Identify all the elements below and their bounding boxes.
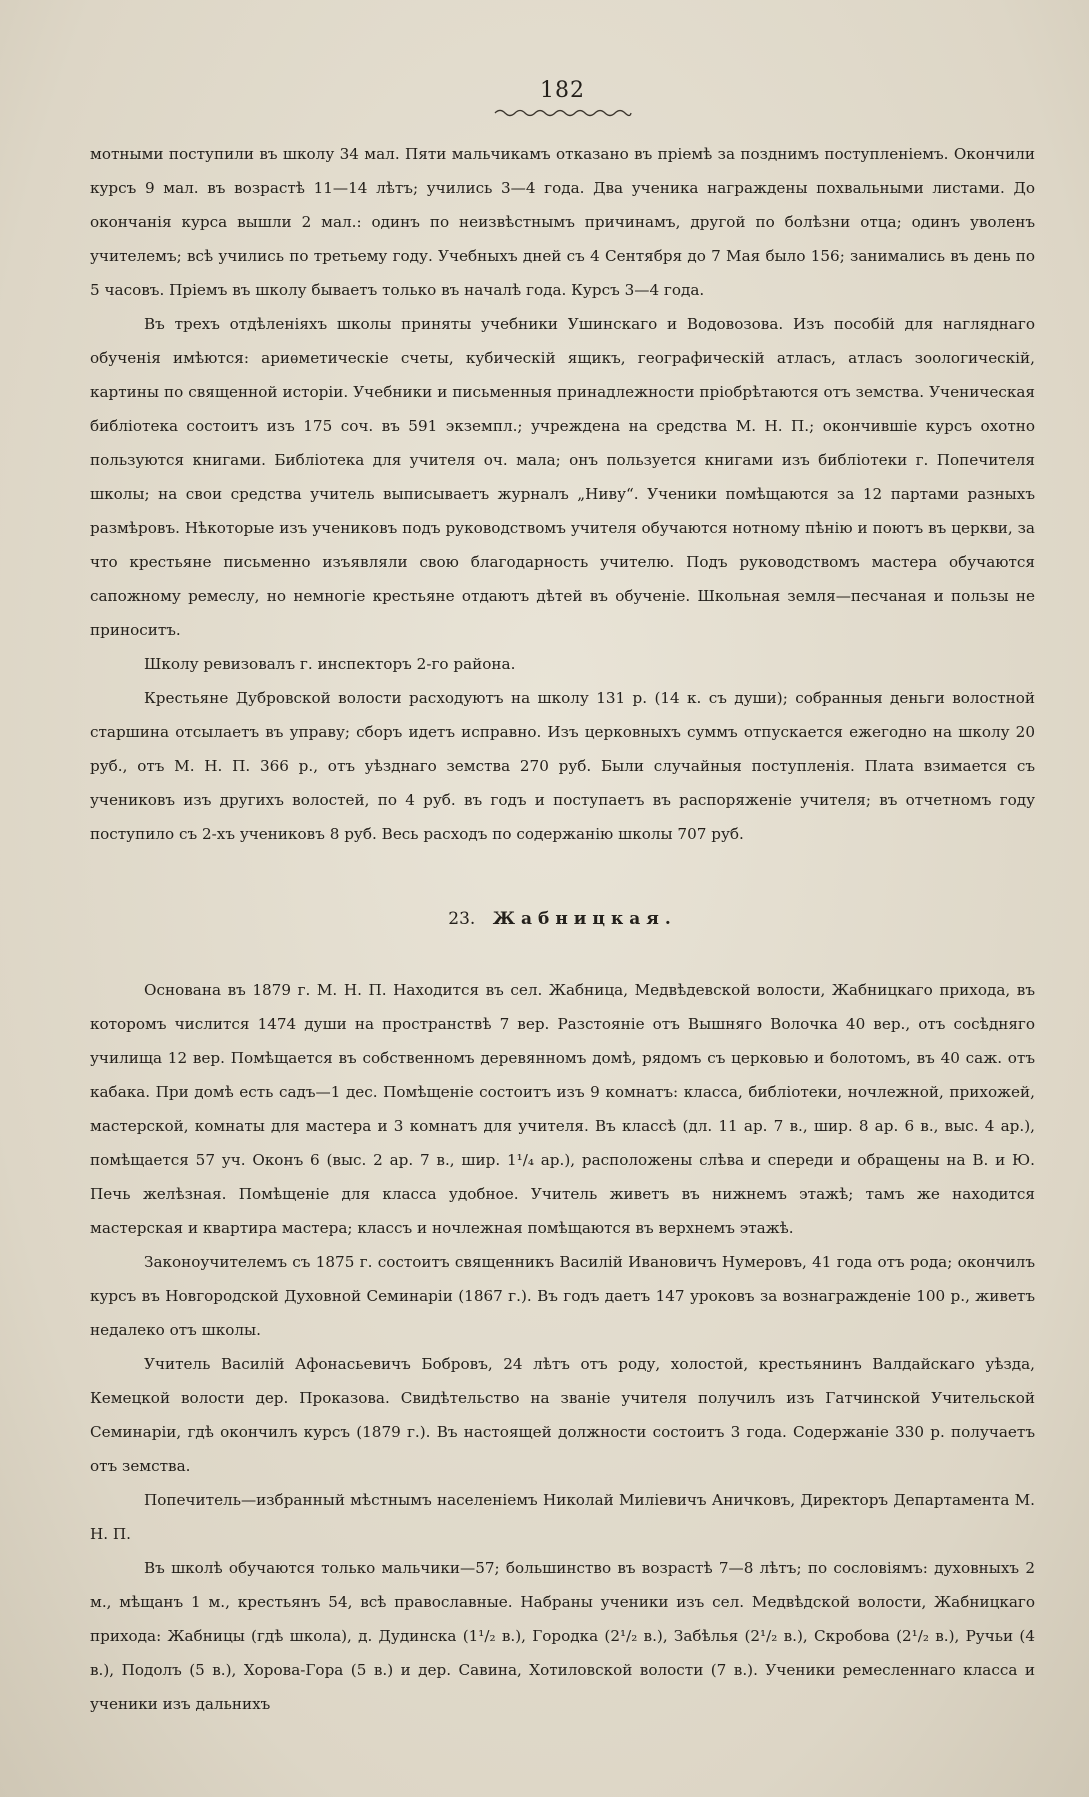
wavy-ornament — [493, 107, 633, 119]
page-number: 182 — [540, 78, 585, 103]
paragraph: Въ школѣ обучаются только мальчики—57; большинство въ возрастѣ 7—8 лѣтъ; по сословіямъ: духовныхъ 2 м., мѣщанъ 1 м., крестьянъ 54, всѣ православные. Набраны ученики изъ сел. Медвѣдской волости, Жабницкаго прихода: Жабницы (гдѣ школа), д. Дудинска (1¹/₂ в.), Городка (2¹/₂ в.), Забѣлья (2¹/₂ в.), Скробова (2¹/₂ в.), Ручьи (4 в.), Подолъ (5 в.), Хорова-Гора (5 в.) и дер. Савина, Хотиловской волости (7 в.). Ученики ремесленнаго класса и ученики изъ дальнихъ — [90, 1559, 1035, 1713]
paragraph: Законоучителемъ съ 1875 г. состоитъ священникъ Василій Ивановичъ Нумеровъ, 41 года отъ рода; окончилъ курсъ въ Новгородской Духовной Семинаріи (1867 г.). Въ годъ даетъ 147 уроковъ за вознагражденіе 100 р., живетъ недалеко отъ школы. — [90, 1253, 1035, 1339]
paragraph: Въ трехъ отдѣленіяхъ школы приняты учебники Ушинскаго и Водовозова. Изъ пособій для нагляднаго обученія имѣются: ариѳметическіе счеты, кубическій ящикъ, географическій атласъ, атласъ зоологическій, картины по священной исторіи. Учебники и письменныя принадлежности пріобрѣтаются отъ земства. Ученическая библіотека состоитъ изъ 175 соч. въ 591 экземпл.; учреждена на средства М. Н. П.; окончившіе курсъ охотно пользуются книгами. Библіотека для учителя оч. мала; онъ пользуется книгами изъ библіотеки г. Попечителя школы; на свои средства учитель выписываетъ журналъ „Ниву“. Ученики помѣщаются за 12 партами разныхъ размѣровъ. Нѣкоторые изъ учениковъ подъ руководствомъ учителя обучаются нотному пѣнію и поютъ въ церкви, за что крестьяне письменно изъявляли свою благодарность учителю. Подъ руководствомъ мастера обучаются сапожному ремеслу, но немногіе крестьяне отдаютъ дѣтей въ обученіе. Школьная земля—песчаная и пользы не приноситъ. — [90, 315, 1035, 639]
paragraph: мотными поступили въ школу 34 мал. Пяти мальчикамъ отказано въ пріемѣ за позднимъ поступленіемъ. Окончили курсъ 9 мал. въ возрастѣ 11—14 лѣтъ; учились 3—4 года. Два ученика награждены похвальными листами. До окончанія курса вышли 2 мал.: одинъ по неизвѣстнымъ причинамъ, другой по болѣзни отца; одинъ уволенъ учителемъ; всѣ учились по третьему году. Учебныхъ дней съ 4 Сентября до 7 Мая было 156; занимались въ день по 5 часовъ. Пріемъ въ школу бываетъ только въ началѣ года. Курсъ 3—4 года. — [90, 145, 1035, 299]
section-number: 23. — [448, 909, 476, 929]
paragraph: Попечитель—избранный мѣстнымъ населеніемъ Николай Милiевичъ Аничковъ, Директоръ Департамента М. Н. П. — [90, 1491, 1035, 1543]
paragraph: Крестьяне Дубровской волости расходуютъ на школу 131 р. (14 к. съ души); собранныя деньги волостной старшина отсылаетъ въ управу; сборъ идетъ исправно. Изъ церковныхъ суммъ отпускается ежегодно на школу 20 руб., отъ М. Н. П. 366 р., отъ уѣзднаго земства 270 руб. Были случайныя поступленія. Плата взимается съ учениковъ изъ другихъ волостей, по 4 руб. въ годъ и поступаетъ въ распоряженіе учителя; въ отчетномъ году поступило съ 2-хъ учениковъ 8 руб. Весь расходъ по содержанію школы 707 руб. — [90, 689, 1035, 843]
paragraph: Учитель Василій Афонасьевичъ Бобровъ, 24 лѣтъ отъ роду, холостой, крестьянинъ Валдайскаго уѣзда, Кемецкой волости дер. Проказова. Свидѣтельство на званіе учителя получилъ изъ Гатчинской Учительской Семинаріи, гдѣ окончилъ курсъ (1879 г.). Въ настоящей должности состоитъ 3 года. Содержаніе 330 р. получаетъ отъ земства. — [90, 1355, 1035, 1475]
section-name: Жабницкая. — [492, 909, 677, 929]
paragraph: Основана въ 1879 г. М. Н. П. Находится въ сел. Жабница, Медвѣдевской волости, Жабницкаго прихода, въ которомъ числится 1474 души на пространствѣ 7 вер. Разстояніе отъ Вышняго Волочка 40 вер., отъ сосѣдняго училища 12 вер. Помѣщается въ собственномъ деревянномъ домѣ, рядомъ съ церковью и болотомъ, въ 40 саж. отъ кабака. При домѣ есть садъ—1 дес. Помѣщеніе состоитъ изъ 9 комнатъ: класса, библіотеки, ночлежной, прихожей, мастерской, комнаты для мастера и 3 комнатъ для учителя. Въ классѣ (дл. 11 ар. 7 в., шир. 8 ар. 6 в., выс. 4 ар.), помѣщается 57 уч. Оконъ 6 (выс. 2 ар. 7 в., шир. 1¹/₄ ар.), расположены слѣва и спереди и обращены на В. и Ю. Печь желѣзная. Помѣщеніе для класса удобное. Учитель живетъ въ нижнемъ этажѣ; тамъ же находится мастерская и квартира мастера; классъ и ночлежная помѣщаются въ верхнемъ этажѣ. — [90, 981, 1035, 1237]
paragraph: Школу ревизовалъ г. инспекторъ 2-го района. — [144, 655, 516, 673]
section-heading — [90, 909, 1035, 929]
